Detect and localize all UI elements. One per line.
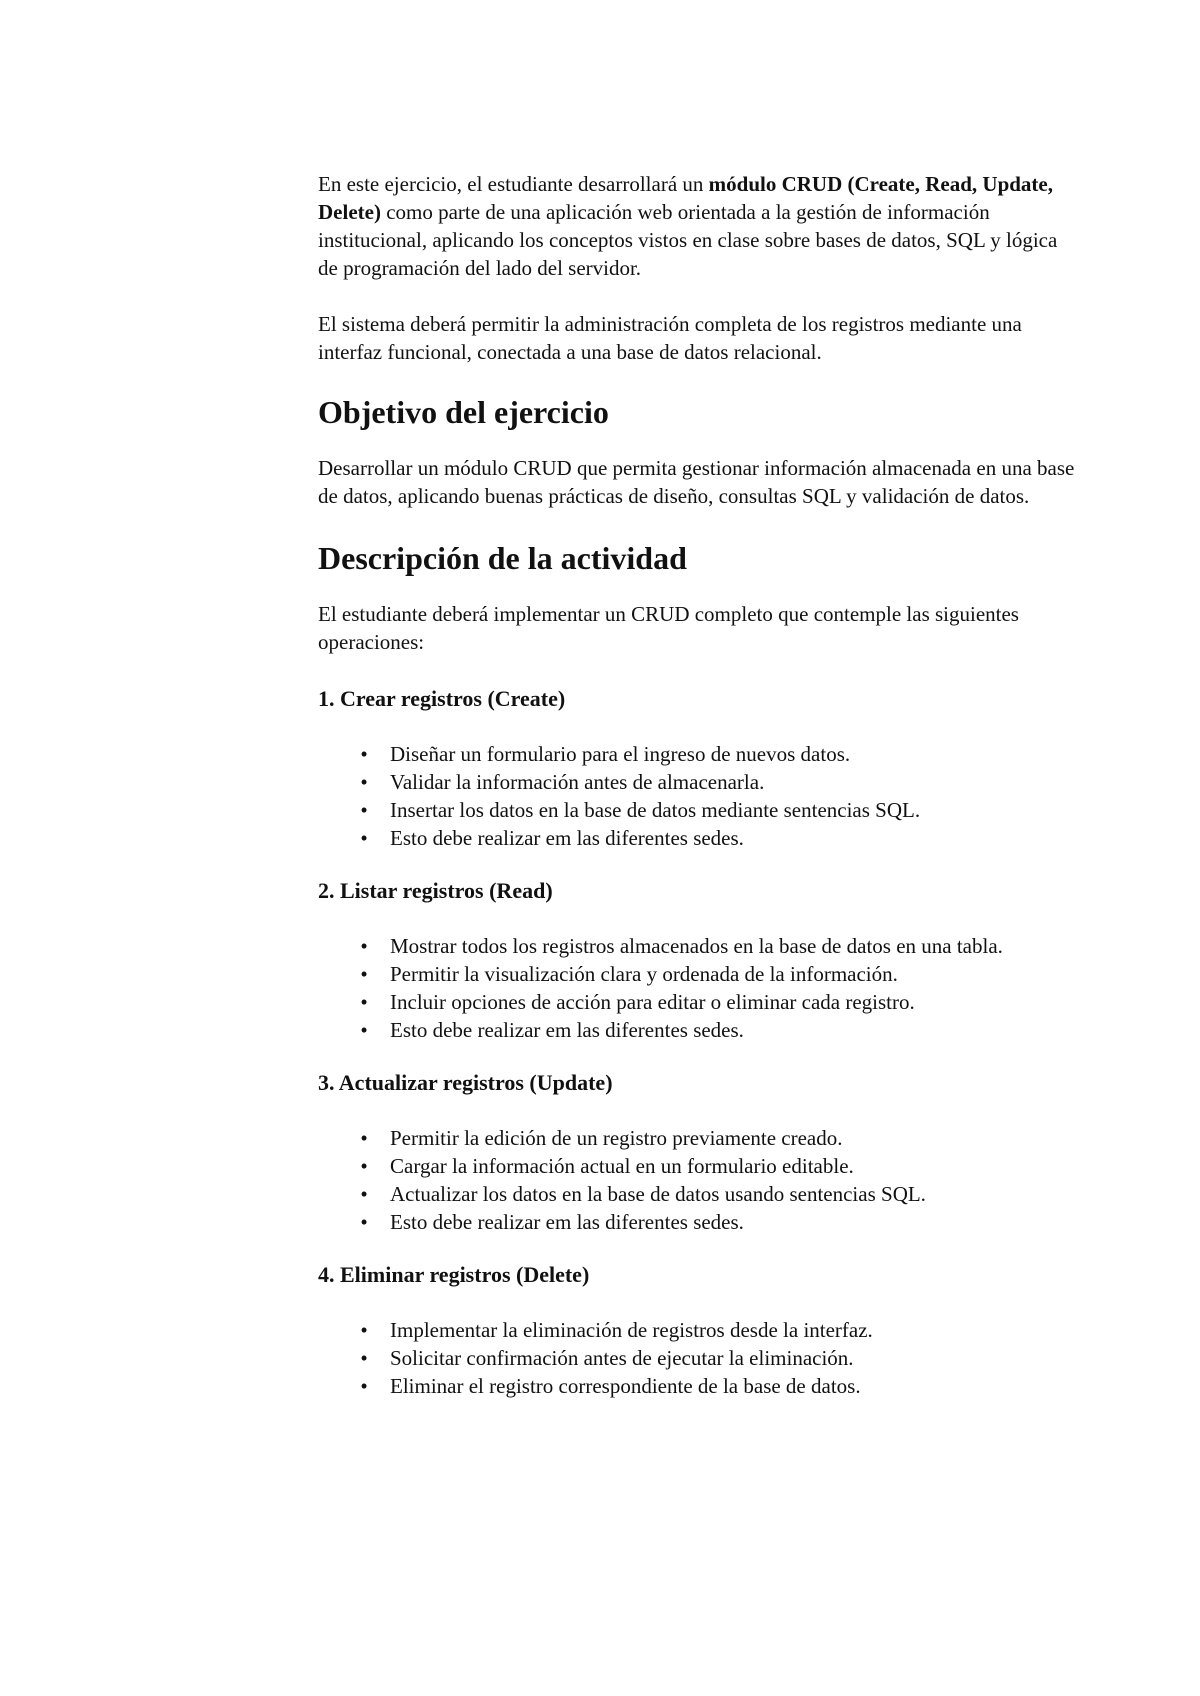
section-delete-title: 4. Eliminar registros (Delete) [318,1262,590,1287]
list-item [318,988,1078,1016]
section-delete [318,1260,1078,1400]
list-item-text: Actualizar los datos en la base de datos usando sentencias SQL. [390,1182,926,1206]
objective-paragraph: Desarrollar un módulo CRUD que permita gestionar información almacenada en una base de datos, aplicando buenas prácticas de diseño, consultas SQL y validación de datos. [318,456,1075,508]
system-paragraph: El sistema deberá permitir la administración completa de los registros mediante una interfaz funcional, conectada a una base de datos relacional. [318,312,1022,364]
intro-paragraph [318,170,1078,282]
list-item-text: Cargar la información actual en un formulario editable. [390,1154,854,1178]
document-page [318,170,1078,1424]
list-item [318,1124,1078,1152]
list-item-text: Validar la información antes de almacenarla. [390,770,765,794]
list-item [318,960,1078,988]
intro-text-end: como parte de una aplicación web orientada a la gestión de información institucional, aplicando los conceptos vistos en clase sobre bases de datos, SQL y lógica de programación del lado del servidor. [318,200,1058,280]
bullet-icon: • [360,1346,368,1370]
section-update-title: 3. Actualizar registros (Update) [318,1070,613,1095]
list-item [318,1372,1078,1400]
list-item-text: Solicitar confirmación antes de ejecutar la eliminación. [390,1346,854,1370]
section-create-list [318,740,1078,852]
list-item [318,740,1078,768]
list-item [318,1180,1078,1208]
list-item-text: Insertar los datos en la base de datos mediante sentencias SQL. [390,798,921,822]
section-create [318,684,1078,852]
activity-paragraph: El estudiante deberá implementar un CRUD completo que contemple las siguientes operaciones: [318,602,1019,654]
section-read-list [318,932,1078,1044]
list-item-text: Incluir opciones de acción para editar o eliminar cada registro. [390,990,915,1014]
bullet-icon: • [360,742,368,766]
section-delete-list [318,1316,1078,1400]
section-read-title: 2. Listar registros (Read) [318,878,553,903]
list-item-text: Implementar la eliminación de registros desde la interfaz. [390,1318,873,1342]
list-item [318,1316,1078,1344]
section-read [318,876,1078,1044]
list-item-text: Esto debe realizar em las diferentes sedes. [390,826,744,850]
bullet-icon: • [360,798,368,822]
bullet-icon: • [360,1154,368,1178]
list-item [318,1152,1078,1180]
list-item-text: Esto debe realizar em las diferentes sedes. [390,1210,744,1234]
bullet-icon: • [360,934,368,958]
list-item-text: Permitir la visualización clara y ordenada de la información. [390,962,898,986]
section-update-list [318,1124,1078,1236]
bullet-icon: • [360,1374,368,1398]
list-item-text: Permitir la edición de un registro previamente creado. [390,1126,843,1150]
list-item-text: Mostrar todos los registros almacenados en la base de datos en una tabla. [390,934,1003,958]
list-item [318,796,1078,824]
bullet-icon: • [360,1210,368,1234]
list-item [318,1208,1078,1236]
bullet-icon: • [360,1018,368,1042]
objective-heading: Objetivo del ejercicio [318,394,609,430]
list-item-text: Esto debe realizar em las diferentes sedes. [390,1018,744,1042]
list-item [318,932,1078,960]
bullet-icon: • [360,770,368,794]
list-item [318,1344,1078,1372]
section-update [318,1068,1078,1236]
intro-crud-emphasis: módulo CRUD (Create, Read, Update, Delete) [318,172,1053,224]
list-item-text: Diseñar un formulario para el ingreso de nuevos datos. [390,742,851,766]
bullet-icon: • [360,826,368,850]
bullet-icon: • [360,962,368,986]
intro-text-start: En este ejercicio, el estudiante desarrollará un [318,172,709,196]
list-item [318,824,1078,852]
bullet-icon: • [360,1318,368,1342]
bullet-icon: • [360,1182,368,1206]
list-item [318,768,1078,796]
list-item [318,1016,1078,1044]
activity-heading: Descripción de la actividad [318,540,687,576]
bullet-icon: • [360,990,368,1014]
section-create-title: 1. Crear registros (Create) [318,686,566,711]
bullet-icon: • [360,1126,368,1150]
list-item-text: Eliminar el registro correspondiente de la base de datos. [390,1374,861,1398]
